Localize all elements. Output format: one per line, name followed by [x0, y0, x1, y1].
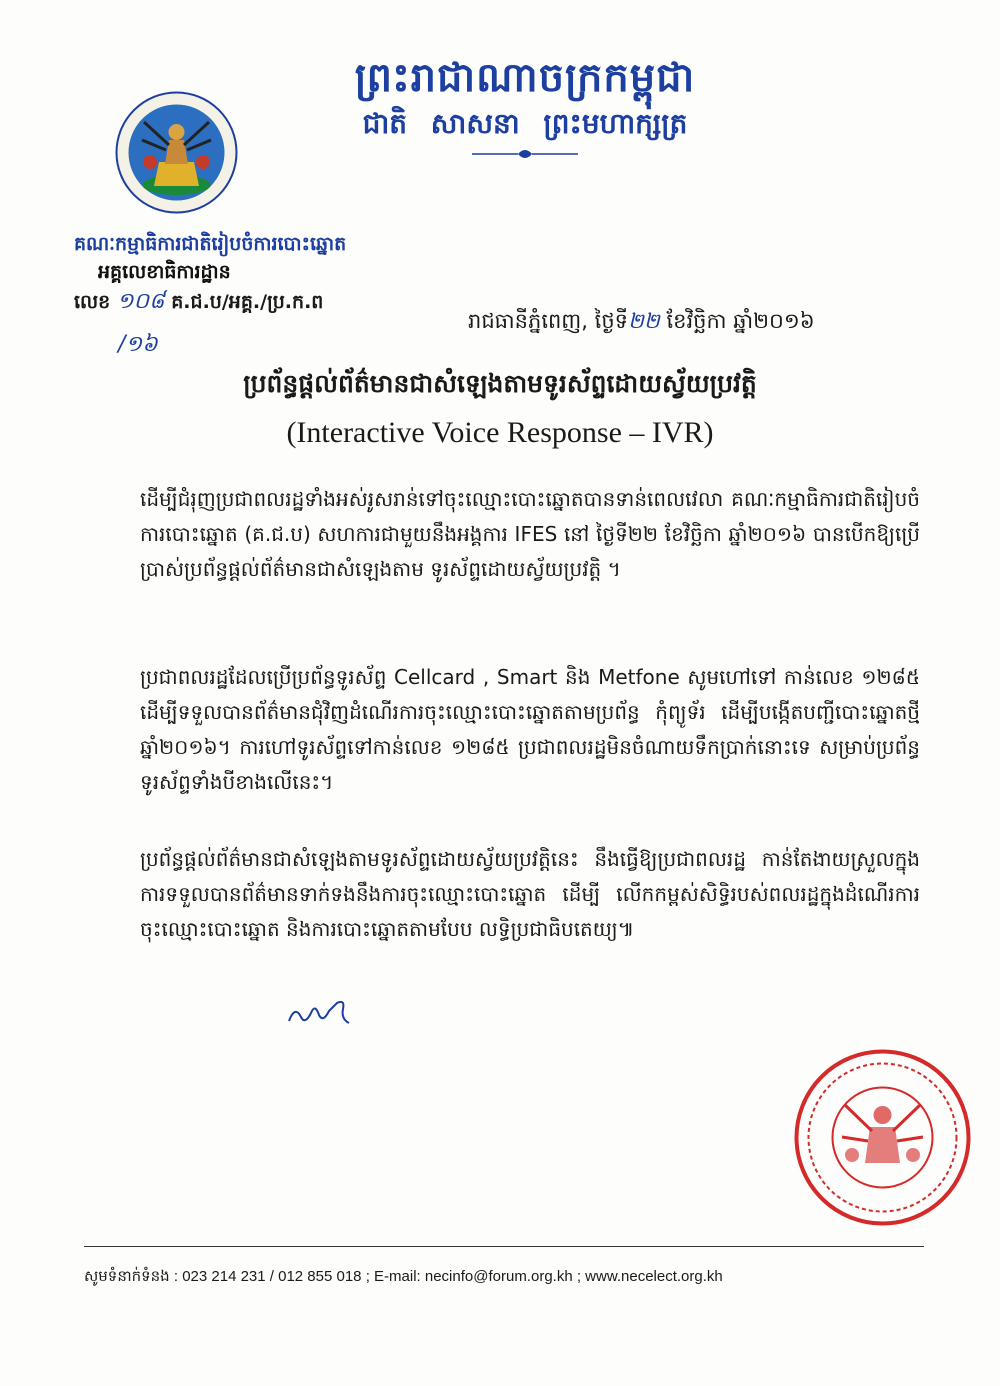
reference-handwritten-number: ១០៨ — [116, 289, 165, 314]
nec-logo-seal-icon — [114, 90, 239, 215]
handwritten-signature-icon — [285, 995, 355, 1031]
ornament-divider-icon — [470, 145, 580, 163]
kingdom-heading — [350, 52, 700, 144]
paragraph-text: ប្រព័ន្ធផ្តល់ព័ត៌មានជាសំឡេងតាមទូរស័ព្ទដោយស្វ័យប្រវត្តិនេះ នឹងធ្វើឱ្យប្រជាពលរដ្ឋ កាន់តែងាយស្រួលក្នុងការទទួលបានព័ត៌មានទាក់ទងនឹងការចុះឈ្មោះបោះឆ្នោត ដើម្បី លើកកម្ពស់សិទ្ធិរបស់ពលរដ្ឋក្នុងដំណើរការចុះឈ្មោះបោះឆ្នោត និងការបោះឆ្នោតតាមបែប លទ្ធិប្រជាធិបតេយ្យ៕ — [140, 847, 920, 941]
body-paragraph-3 — [140, 842, 920, 947]
reference-label: លេខ — [74, 291, 111, 313]
date-line — [468, 306, 815, 336]
reference-number — [74, 288, 323, 316]
body-paragraph-2 — [140, 660, 920, 800]
footer-contact: សូមទំនាក់ទំនង : 023 214 231 / 012 855 018 ; E-mail: necinfo@forum.org.kh ; www.necelect.org.kh — [84, 1268, 723, 1285]
secretariat-name: អគ្គលេខាធិការដ្ឋាន — [98, 261, 231, 283]
paragraph-text: ប្រជាពលរដ្ឋដែលប្រើប្រព័ន្ធទូរស័ព្ទ Cellcard , Smart និង Metfone សូមហៅទៅ កាន់លេខ ១២៨៥ ដើម្បីទទួលបានព័ត៌មានជុំវិញដំណើរការចុះឈ្មោះបោះឆ្នោតតាមប្រព័ន្ធ កុំព្យូទ័រ ដើម្បីបង្កើតបញ្ជីបោះឆ្នោតថ្មី ឆ្នាំ២០១៦។ ការហៅទូរស័ព្ទទៅកាន់លេខ ១២៨៥ ប្រជាពលរដ្ឋមិនចំណាយទឹកប្រាក់នោះទេ សម្រាប់ប្រព័ន្ធទូរស័ព្ទទាំងបីខាងលើនេះ។ — [140, 665, 920, 794]
reference-handwritten-year: /១៦ — [118, 332, 158, 357]
body-paragraph-1 — [140, 482, 920, 587]
document-title-khmer: ប្រព័ន្ធផ្តល់ព័ត៌មានជាសំឡេងតាមទូរស័ព្ទដោយស្វ័យប្រវត្តិ — [243, 369, 757, 398]
footer-divider — [84, 1246, 924, 1247]
committee-name: គណៈកម្មាធិការជាតិរៀបចំការបោះឆ្នោត — [74, 233, 347, 255]
kingdom-name: ព្រះរាជាណាចក្រកម្ពុជា — [354, 55, 696, 101]
issuing-organization — [74, 230, 346, 286]
date-prefix: រាជធានីភ្នំពេញ, ថ្ងៃទី — [468, 309, 628, 333]
date-suffix: ខែវិច្ឆិកា ឆ្នាំ២០១៦ — [666, 309, 815, 333]
official-red-stamp-icon — [790, 1045, 975, 1230]
reference-code: គ.ជ.ប/អគ្គ./ប្រ.ក.ព — [171, 291, 324, 313]
document-title-english: (Interactive Voice Response – IVR) — [286, 416, 714, 449]
national-motto: ជាតិ សាសនា ព្រះមហាក្សត្រ — [362, 107, 688, 140]
date-day-handwritten: ២២ — [627, 309, 660, 333]
paragraph-text: ដើម្បីជំរុញប្រជាពលរដ្ឋទាំងអស់រូសរាន់ទៅចុះឈ្មោះបោះឆ្នោតបានទាន់ពេលវេលា គណៈកម្មាធិការជាតិរៀបចំការបោះឆ្នោត (គ.ជ.ប) សហការជាមួយនឹងអង្គការ IFES នៅ ថ្ងៃទី២២ ខែវិច្ឆិកា ឆ្នាំ២០១៦ បានបើកឱ្យប្រើប្រាស់ប្រព័ន្ធផ្តល់ព័ត៌មានជាសំឡេងតាម ទូរស័ព្ទដោយស្វ័យប្រវត្តិ ។ — [140, 487, 920, 581]
